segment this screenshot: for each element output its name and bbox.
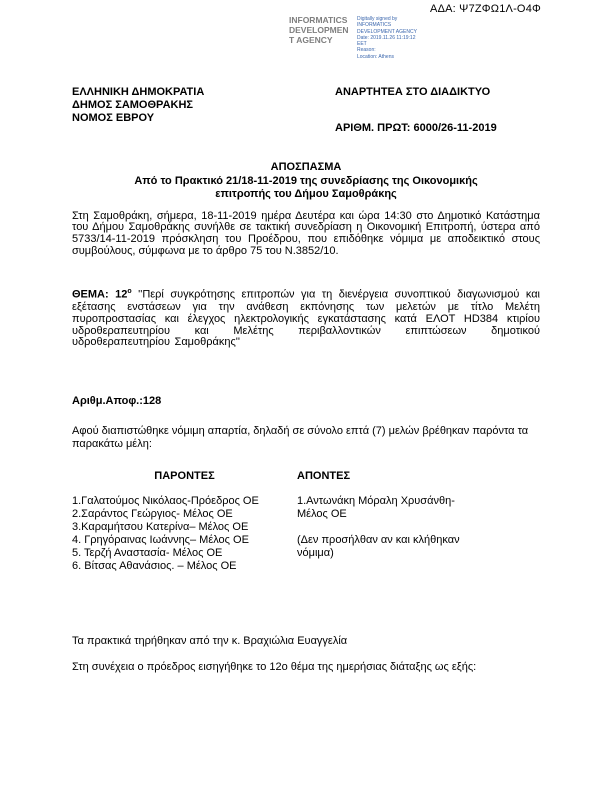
issuer-line: ΝΟΜΟΣ ΕΒΡΟΥ <box>72 112 155 124</box>
present-header: ΠΑΡΟΝΤΕΣ <box>154 469 215 482</box>
signature-detail-line: Reason: <box>357 47 376 54</box>
present-member: 2.Σαράντος Γεώργιος- Μέλος ΟΕ <box>72 507 233 520</box>
signature-detail-line: Digitally signed by <box>357 16 398 22</box>
present-member: 1.Γαλατούμος Νικόλαος-Πρόεδρος ΟΕ <box>72 494 259 507</box>
subject-ordinal: ο <box>127 288 132 296</box>
signer-name <box>289 16 351 45</box>
issuer-line: ΔΗΜΟΣ ΣΑΜΟΘΡΑΚΗΣ <box>72 99 193 111</box>
present-member: 5. Τερζή Αναστασία- Μέλος ΟΕ <box>72 546 223 559</box>
publication-block <box>335 86 540 135</box>
signature-details <box>357 16 417 60</box>
signer-name-line: DEVELOPMEN <box>289 24 349 35</box>
protocol-number: ΑΡΙΘΜ. ΠΡΩΤ: 6000/26-11-2019 <box>335 122 497 134</box>
decision-number: Αριθμ.Αποφ.:128 <box>72 395 162 408</box>
minutes-keeper-line: Τα πρακτικά τηρήθηκαν από την κ. Βραχιώλια Ευαγγελία <box>72 634 348 647</box>
document-title <box>72 161 540 202</box>
absent-member: 1.Αντωνάκη Μόραλη Χρυσάνθη- <box>297 494 455 507</box>
anartitea-label: ΑΝΑΡΤΗΤΕΑ ΣΤΟ ΔΙΑΔΙΚΤΥΟ <box>335 86 491 98</box>
ada-code: ΑΔΑ: Ψ7ΖΦΩ1Λ-Ο4Φ <box>430 3 541 15</box>
present-member: 3.Καραμήτσου Κατερίνα– Μέλος ΟΕ <box>72 520 249 533</box>
document-header <box>72 86 540 135</box>
subject-label: ΘΕΜΑ: 12 <box>72 288 128 301</box>
title-line: ΑΠΟΣΠΑΣΜΑ <box>270 161 342 173</box>
present-member: 6. Βίτσας Αθανάσιος. – Μέλος ΟΕ <box>72 559 237 572</box>
intro-paragraph: Στη Σαμοθράκη, σήμερα, 18-11-2019 ημέρα Δευτέρα και ώρα 14:30 στο Δημοτικό Κατάστημα του Δήμου Σαμοθράκης συνήλθε σε τακτική συνεδρίαση η Οικονομική Επιτροπή, ύστερα από 5733/14-11-2019 πρόσκληση του Προέδρου, που επιδόθηκε νόμιμα με αποδεικτικό στους συμβούλους, σύμφωνα με το άρθρο 75 του Ν.3852/10. <box>72 209 540 258</box>
absent-spacer <box>297 521 540 534</box>
signature-detail-line: DEVELOPMENT AGENCY <box>357 28 417 35</box>
signature-detail-line: Date: 2019.11.26 11:19:12 <box>357 34 416 41</box>
quorum-paragraph: Αφού διαπιστώθηκε νόμιμη απαρτία, δηλαδή σε σύνολο επτά (7) μελών βρέθηκαν παρόντα τα παρακάτω μέλη: <box>72 425 529 450</box>
present-column <box>72 470 297 573</box>
next-item-line: Στη συνέχεια ο πρόεδρος εισηγήθηκε το 12ο θέμα της ημερήσιας διάταξης ως εξής: <box>72 660 477 673</box>
digital-signature-stamp <box>289 16 417 60</box>
absent-column <box>297 470 540 573</box>
signature-detail-line: Location: Athens <box>357 53 394 60</box>
signer-name-line: INFORMATICS <box>289 15 348 25</box>
title-line: Από το Πρακτικό 21/18-11-2019 της συνεδρίασης της Οικονομικής <box>134 174 478 187</box>
signer-name-line: T AGENCY <box>289 34 333 45</box>
absent-note-line: νόμιμα) <box>297 546 334 559</box>
present-member: 4. Γρηγόραινας Ιωάννης– Μέλος ΟΕ <box>72 533 249 546</box>
absent-member: Μέλος ΟΕ <box>297 507 347 520</box>
document-content <box>72 86 540 673</box>
absent-header: ΑΠΟΝΤΕΣ <box>297 469 351 482</box>
title-line: επιτροπής του Δήμου Σαμοθράκης <box>215 188 397 200</box>
signature-detail-line: INFORMATICS <box>357 22 392 29</box>
issuer-line: ΕΛΛΗΝΙΚΗ ΔΗΜΟΚΡΑΤΙΑ <box>72 86 205 98</box>
subject-text: ''Περί συγκρότησης επιτροπών για τη διενέργεια συνοπτικού διαγωνισμού και εξέτασης ενστάσεων για την ανάθεση εκπόνησης των μελετών με τίτλο Μελέτη πυροπροστασίας και έλεγχος ηλεκτρολογικής εγκατάστασης κατά ΕΛΟΤ HD384 κτιρίου υδροθεραπευτηρίου και Μελέτης περιβαλλοντικών επιπτώσεων δημοτικού υδροθεραπευτηρίου Σαμοθράκης'' <box>72 288 540 349</box>
issuer-block <box>72 86 204 135</box>
signature-detail-line: EET <box>357 41 367 47</box>
absent-note-line: (Δεν προσήλθαν αν και κλήθηκαν <box>297 533 460 546</box>
attendance-section <box>72 470 540 573</box>
subject-paragraph <box>72 286 540 349</box>
